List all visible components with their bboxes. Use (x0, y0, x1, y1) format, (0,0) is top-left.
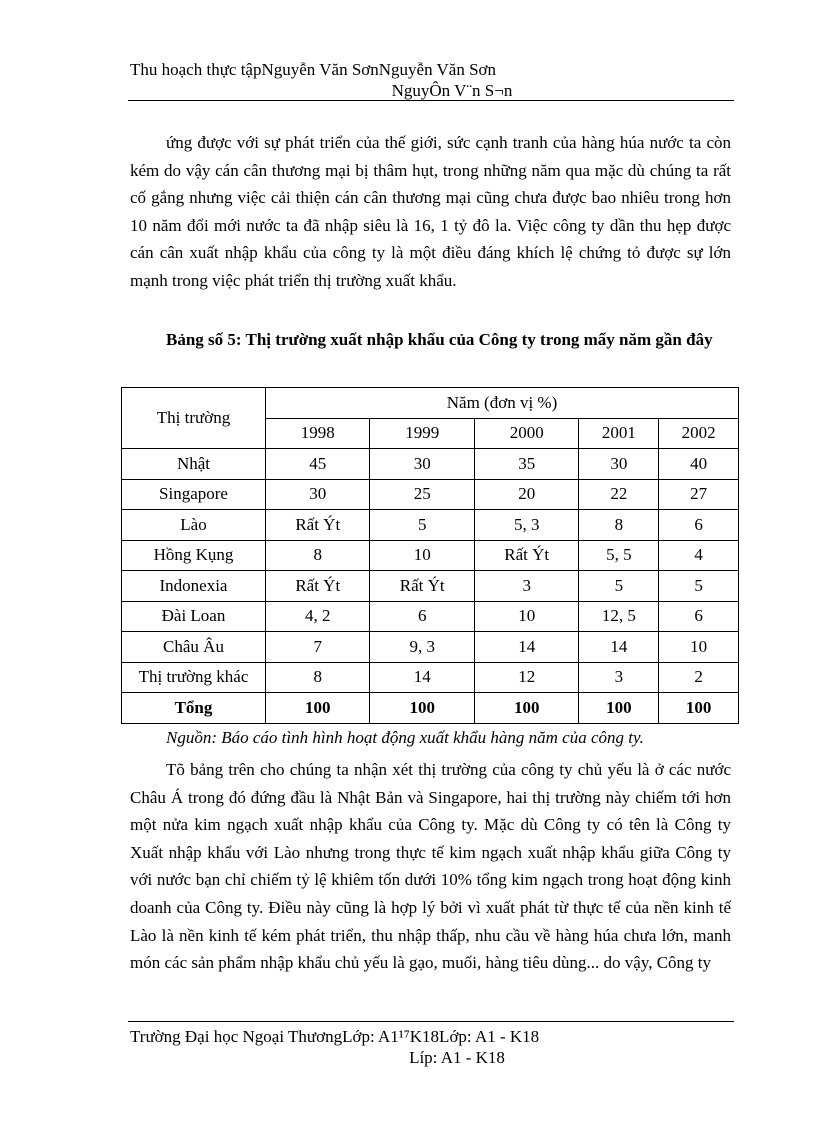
value-cell: 100 (579, 693, 659, 724)
value-cell: 14 (370, 662, 474, 693)
value-cell: 100 (474, 693, 578, 724)
value-cell: 40 (659, 449, 739, 480)
page-header (130, 59, 734, 101)
footer-line-2: Líp: A1 - K18 (409, 1048, 505, 1067)
table-total-row (122, 693, 739, 724)
market-name-cell: Nhật (122, 449, 266, 480)
table-row (122, 449, 739, 480)
market-name-cell: Thị trường khác (122, 662, 266, 693)
table-row (122, 571, 739, 602)
table-row (122, 510, 739, 541)
market-name-cell: Singapore (122, 479, 266, 510)
value-cell: 10 (370, 540, 474, 571)
value-cell: 30 (579, 449, 659, 480)
paragraph-intro: ứng được với sự phát triển của thế giới, sức cạnh tranh của hàng húa nước ta còn kém do vậy cán cân thương mại bị thâm hụt, trong những năm qua mặc dù chúng ta rất cố gắng nhưng việc cải thiện cán cân thương mại cũng chưa được bao nhiêu trong hơn 10 năm đổi mới nước ta đã nhập siêu là 16, 1 tỷ đô la. Việc công ty dần thu hẹp được cán cân xuất nhập khẩu của công ty là một điều đáng khích lệ chứng tỏ được sự lớn mạnh trong việc phát triển thị trường xuất khẩu. (130, 133, 731, 290)
value-cell: 14 (474, 632, 578, 663)
table-header-row (122, 388, 739, 419)
footer-line-1: Trường Đại học Ngoại ThươngLớp: A1¹⁷K18Lớp: A1 - K18 (130, 1027, 540, 1046)
value-cell: 100 (266, 693, 370, 724)
value-cell: 20 (474, 479, 578, 510)
market-name-cell: Indonexia (122, 571, 266, 602)
header-divider (128, 100, 734, 101)
page-footer (130, 1026, 734, 1068)
table-row (122, 479, 739, 510)
header-line-2: NguyÔn V¨n S¬n (391, 81, 513, 100)
column-header-year: 2000 (474, 418, 578, 449)
value-cell: 22 (579, 479, 659, 510)
value-cell: 5, 5 (579, 540, 659, 571)
value-cell: Rất Ýt (266, 510, 370, 541)
value-cell: 27 (659, 479, 739, 510)
footer-divider (128, 1021, 734, 1022)
value-cell: Rất Ýt (370, 571, 474, 602)
table-row (122, 662, 739, 693)
value-cell: 3 (474, 571, 578, 602)
value-cell: 30 (266, 479, 370, 510)
value-cell: 6 (370, 601, 474, 632)
value-cell: 10 (474, 601, 578, 632)
value-cell: 6 (659, 601, 739, 632)
market-name-cell: Tổng (122, 693, 266, 724)
value-cell: 8 (579, 510, 659, 541)
value-cell: 100 (659, 693, 739, 724)
value-cell: 5, 3 (474, 510, 578, 541)
header-line-1: Thu hoạch thực tậpNguyễn Văn SơnNguyễn Văn Sơn (130, 60, 497, 79)
value-cell: 25 (370, 479, 474, 510)
value-cell: 2 (659, 662, 739, 693)
value-cell: 4 (659, 540, 739, 571)
column-header-year: 2001 (579, 418, 659, 449)
value-cell: 12 (474, 662, 578, 693)
value-cell: 5 (659, 571, 739, 602)
table-row (122, 632, 739, 663)
source-note: Nguồn: Báo cáo tình hình hoạt động xuất khẩu hàng năm của công ty. (166, 728, 644, 747)
value-cell: 12, 5 (579, 601, 659, 632)
value-cell: 100 (370, 693, 474, 724)
value-cell: 7 (266, 632, 370, 663)
value-cell: Rất Ýt (266, 571, 370, 602)
value-cell: 4, 2 (266, 601, 370, 632)
column-header-year: 1998 (266, 418, 370, 449)
paragraph-analysis: Tõ bảng trên cho chúng ta nhận xét thị trường của công ty chủ yếu là ở các nước Châu Á trong đó đứng đầu là Nhật Bản và Singapore, hai thị trường này chiếm tới hơn một nửa kim ngạch xuất nhập khẩu của Công ty. Mặc dù Công ty có tên là Công ty Xuất nhập khẩu với Lào nhưng trong thực tế kim ngạch xuất nhập khẩu giữa Công ty với nước bạn chỉ chiếm tỷ lệ khiêm tốn dưới 10% tổng kim ngạch trong hoạt động kinh doanh của Công ty. Điều này cũng là hợp lý bởi vì xuất phát từ thực tế của nền kinh tế Lào là nền kinh tế kém phát triển, thu nhập thấp, nhu cầu về hàng húa chưa lớn, manh món các sản phẩm nhập khẩu chủ yếu là gạo, muối, hàng tiêu dùng... do vậy, Công ty (130, 760, 731, 973)
value-cell: 5 (370, 510, 474, 541)
value-cell: 8 (266, 540, 370, 571)
market-name-cell: Lào (122, 510, 266, 541)
market-name-cell: Hồng Kụng (122, 540, 266, 571)
value-cell: 8 (266, 662, 370, 693)
column-header-year: 1999 (370, 418, 474, 449)
value-cell: 5 (579, 571, 659, 602)
table-row (122, 540, 739, 571)
column-header-year: 2002 (659, 418, 739, 449)
table-caption: Bảng số 5: Thị trường xuất nhập khẩu của Công ty trong mấy năm gần đây (166, 330, 713, 349)
value-cell: 6 (659, 510, 739, 541)
value-cell: 45 (266, 449, 370, 480)
value-cell: 30 (370, 449, 474, 480)
column-header-year-group: Năm (đơn vị %) (266, 388, 739, 419)
column-header-market: Thị trường (122, 388, 266, 449)
market-name-cell: Châu Âu (122, 632, 266, 663)
table-row (122, 601, 739, 632)
value-cell: 9, 3 (370, 632, 474, 663)
market-share-table (121, 387, 739, 724)
value-cell: 3 (579, 662, 659, 693)
value-cell: 35 (474, 449, 578, 480)
value-cell: 10 (659, 632, 739, 663)
value-cell: 14 (579, 632, 659, 663)
market-name-cell: Đài Loan (122, 601, 266, 632)
value-cell: Rất Ýt (474, 540, 578, 571)
